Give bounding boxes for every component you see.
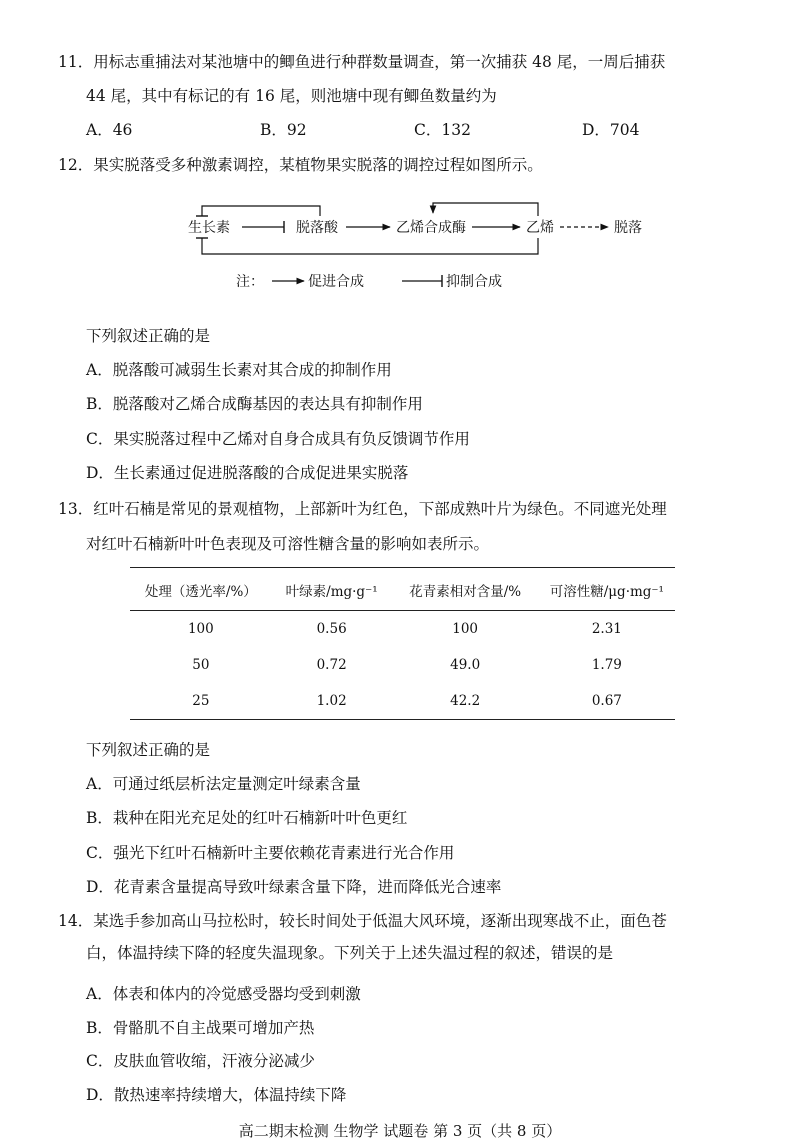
- q11-option-c: C．132: [414, 121, 471, 139]
- q13-option-a: A．可通过纸层析法定量测定叶绿素含量: [86, 775, 361, 793]
- cell-soluble-sugar: 2.31: [591, 621, 622, 637]
- node-ethylene: 乙烯: [526, 220, 554, 236]
- q12-option-b: B．脱落酸对乙烯合成酶基因的表达具有抑制作用: [86, 395, 423, 413]
- node-ethylene-synthase: 乙烯合成酶: [396, 220, 466, 236]
- cell-treatment: 100: [187, 621, 214, 637]
- q13-option-d: D．花青素含量提高导致叶绿素含量下降，进而降低光合速率: [86, 878, 502, 896]
- legend-inhibit-label: 抑制合成: [446, 274, 502, 290]
- q11-stem-line1: 11．用标志重捕法对某池塘中的鲫鱼进行种群数量调查，第一次捕获 48 尾，一周后捕获: [58, 53, 666, 71]
- q14-stem-line1: 14．某选手参加高山马拉松时，较长时间处于低温大风环境，逐渐出现寒战不止，面色苍: [58, 912, 667, 930]
- node-abscission: 脱落: [614, 220, 642, 236]
- cell-anthocyanin: 42.2: [392, 683, 539, 720]
- q12-prompt: 下列叙述正确的是: [86, 327, 211, 345]
- regulation-diagram: [180, 196, 660, 296]
- q14-stem-line2: 白，体温持续下降的轻度失温现象。下列关于上述失温过程的叙述，错误的是: [86, 944, 614, 962]
- table-row: [130, 611, 675, 648]
- q11-option-a: A．46: [86, 121, 133, 139]
- cell-chlorophyll: 1.02: [272, 683, 392, 720]
- cell-soluble-sugar: 0.67: [539, 683, 675, 720]
- q14-option-b: B．骨骼肌不自主战栗可增加产热: [86, 1019, 315, 1037]
- q14-option-d: D．散热速率持续增大，体温持续下降: [86, 1086, 347, 1104]
- q12-option-a: A．脱落酸可减弱生长素对其合成的抑制作用: [86, 361, 392, 379]
- node-abscisic-acid: 脱落酸: [296, 220, 338, 236]
- cell-soluble-sugar: 1.79: [591, 657, 622, 673]
- inhibit-line-aba-auxin: [202, 206, 320, 216]
- table-header-row: [130, 568, 675, 611]
- cell-chlorophyll: 0.72: [316, 657, 347, 673]
- page-footer: 高二期末检测 生物学 试题卷 第 3 页（共 8 页）: [238, 1122, 562, 1140]
- q13-option-c: C．强光下红叶石楠新叶主要依赖花青素进行光合作用: [86, 844, 455, 862]
- q14-option-a: A．体表和体内的冷觉感受器均受到刺激: [86, 985, 361, 1003]
- header-soluble-sugar: 可溶性糖/μg·mg⁻¹: [539, 568, 675, 611]
- shading-data-table: [130, 567, 675, 720]
- q12-option-c: C．果实脱落过程中乙烯对自身合成具有负反馈调节作用: [86, 430, 470, 448]
- q11-options: [86, 118, 766, 140]
- feedback-arrow-ethylene-synthase: [433, 203, 538, 216]
- header-anthocyanin: 花青素相对含量/%: [392, 568, 539, 611]
- q12-option-d: D．生长素通过促进脱落酸的合成促进果实脱落: [86, 464, 409, 482]
- cell-anthocyanin: 100: [452, 621, 479, 637]
- q13-stem-line2: 对红叶石楠新叶叶色表现及可溶性糖含量的影响如表所示。: [86, 535, 490, 553]
- inhibit-line-auxin-ethylene: [202, 238, 538, 254]
- cell-anthocyanin: 49.0: [450, 657, 481, 673]
- node-auxin: 生长素: [188, 220, 230, 236]
- header-chlorophyll: 叶绿素/mg·g⁻¹: [272, 568, 392, 611]
- header-treatment: 处理（透光率/%）: [130, 568, 272, 611]
- q11-option-b: B．92: [260, 121, 307, 139]
- table-row: [130, 683, 675, 720]
- cell-chlorophyll: 0.56: [316, 621, 347, 637]
- q11-stem-line2: 44 尾，其中有标记的有 16 尾，则池塘中现有鲫鱼数量约为: [86, 87, 497, 105]
- q12-stem: 12．果实脱落受多种激素调控，某植物果实脱落的调控过程如图所示。: [58, 156, 543, 174]
- q14-option-c: C．皮肤血管收缩，汗液分泌减少: [86, 1052, 315, 1070]
- q13-option-b: B．栽种在阳光充足处的红叶石楠新叶叶色更红: [86, 809, 408, 827]
- table-row: [130, 647, 675, 683]
- q13-stem-line1: 13．红叶石楠是常见的景观植物，上部新叶为红色，下部成熟叶片为绿色。不同遮光处理: [58, 500, 667, 518]
- q11-option-d: D．704: [582, 121, 640, 139]
- legend-promote-label: 促进合成: [308, 274, 364, 290]
- cell-treatment: 50: [192, 657, 210, 673]
- legend-prefix: 注：: [236, 274, 264, 290]
- cell-treatment: 25: [130, 683, 272, 720]
- q13-prompt: 下列叙述正确的是: [86, 741, 211, 759]
